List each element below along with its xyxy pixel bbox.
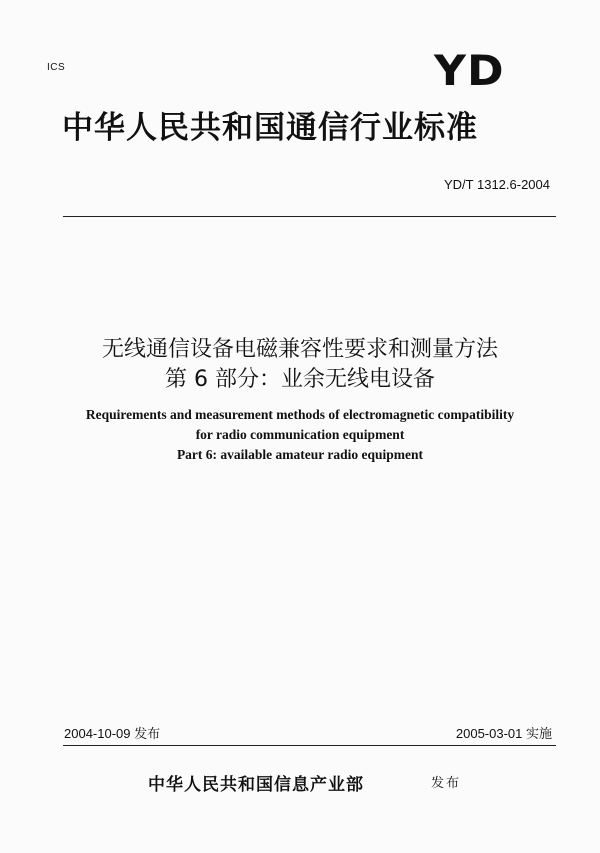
standard-number: YD/T 1312.6-2004 xyxy=(444,177,550,192)
english-title xyxy=(0,405,600,465)
issuing-authority: 中华人民共和国信息产业部 xyxy=(148,775,364,795)
ics-label: ICS xyxy=(47,62,66,73)
english-title-line-2: for radio communication equipment xyxy=(195,427,405,442)
chinese-title-line-2: 第 6 部分：业余无线电设备 xyxy=(165,367,435,392)
yd-logo: YD xyxy=(434,46,505,95)
header-divider xyxy=(63,216,556,217)
chinese-title xyxy=(0,335,600,395)
english-title-line-1: Requirements and measurement methods of electromagnetic compatibility xyxy=(85,407,515,422)
publication-date: 2004-10-09 发布 xyxy=(64,726,161,741)
organization-title: 中华人民共和国通信行业标准 xyxy=(62,110,478,146)
english-title-line-3: Part 6: available amateur radio equipment xyxy=(176,447,424,462)
footer-divider xyxy=(63,745,556,746)
chinese-title-line-1: 无线通信设备电磁兼容性要求和测量方法 xyxy=(101,337,498,362)
issue-action: 发布 xyxy=(431,776,462,791)
implementation-date: 2005-03-01 实施 xyxy=(455,726,552,741)
